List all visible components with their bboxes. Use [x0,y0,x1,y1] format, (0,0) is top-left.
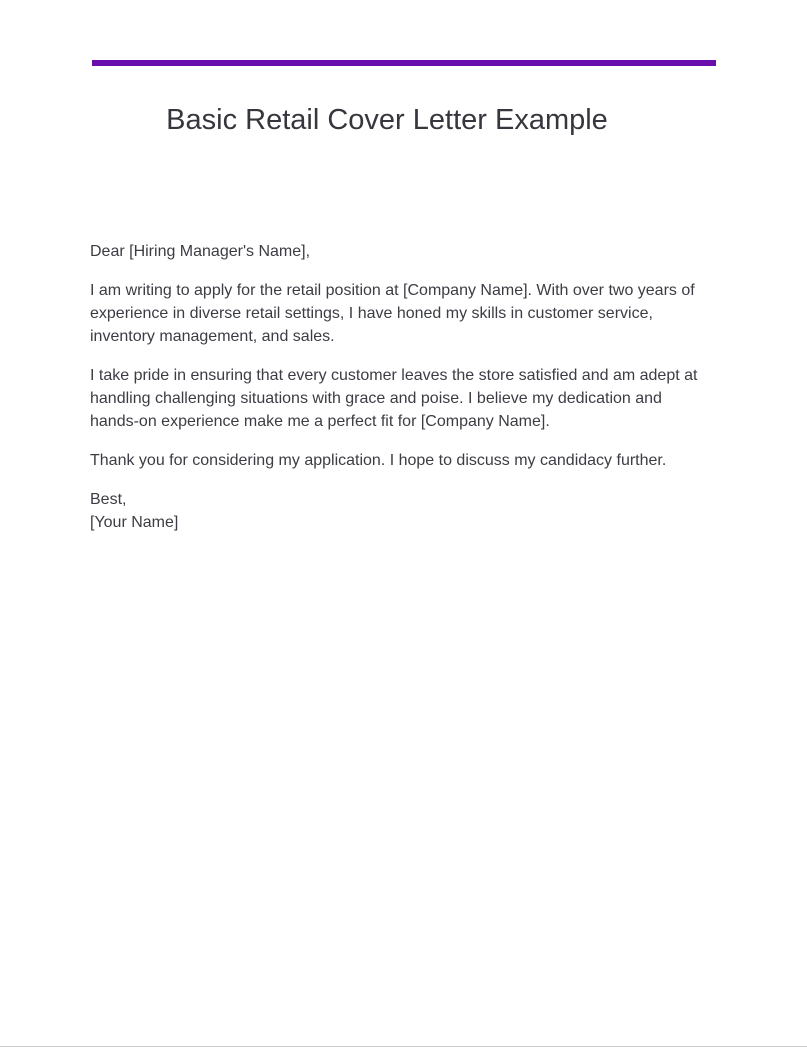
salutation: Dear [Hiring Manager's Name], [90,243,311,260]
accent-bar [92,60,716,66]
paragraph: I am writing to apply for the retail position at [Company Name]. With over two years of experience in diverse retail settings, I have honed my skills in customer service, inventory management, and sales. [90,282,695,345]
signature: [Your Name] [90,514,179,531]
letter-body [90,240,700,550]
page-title: Basic Retail Cover Letter Example [166,104,608,136]
paragraph: Thank you for considering my application. I hope to discuss my candidacy further. [90,452,667,469]
closing: Best, [90,491,127,508]
page-divider [0,1046,807,1047]
paragraph: I take pride in ensuring that every customer leaves the store satisfied and am adept at handling challenging situations with grace and poise. I believe my dedication and hands-on experience make me a perfect fit for [Company Name]. [90,367,698,430]
